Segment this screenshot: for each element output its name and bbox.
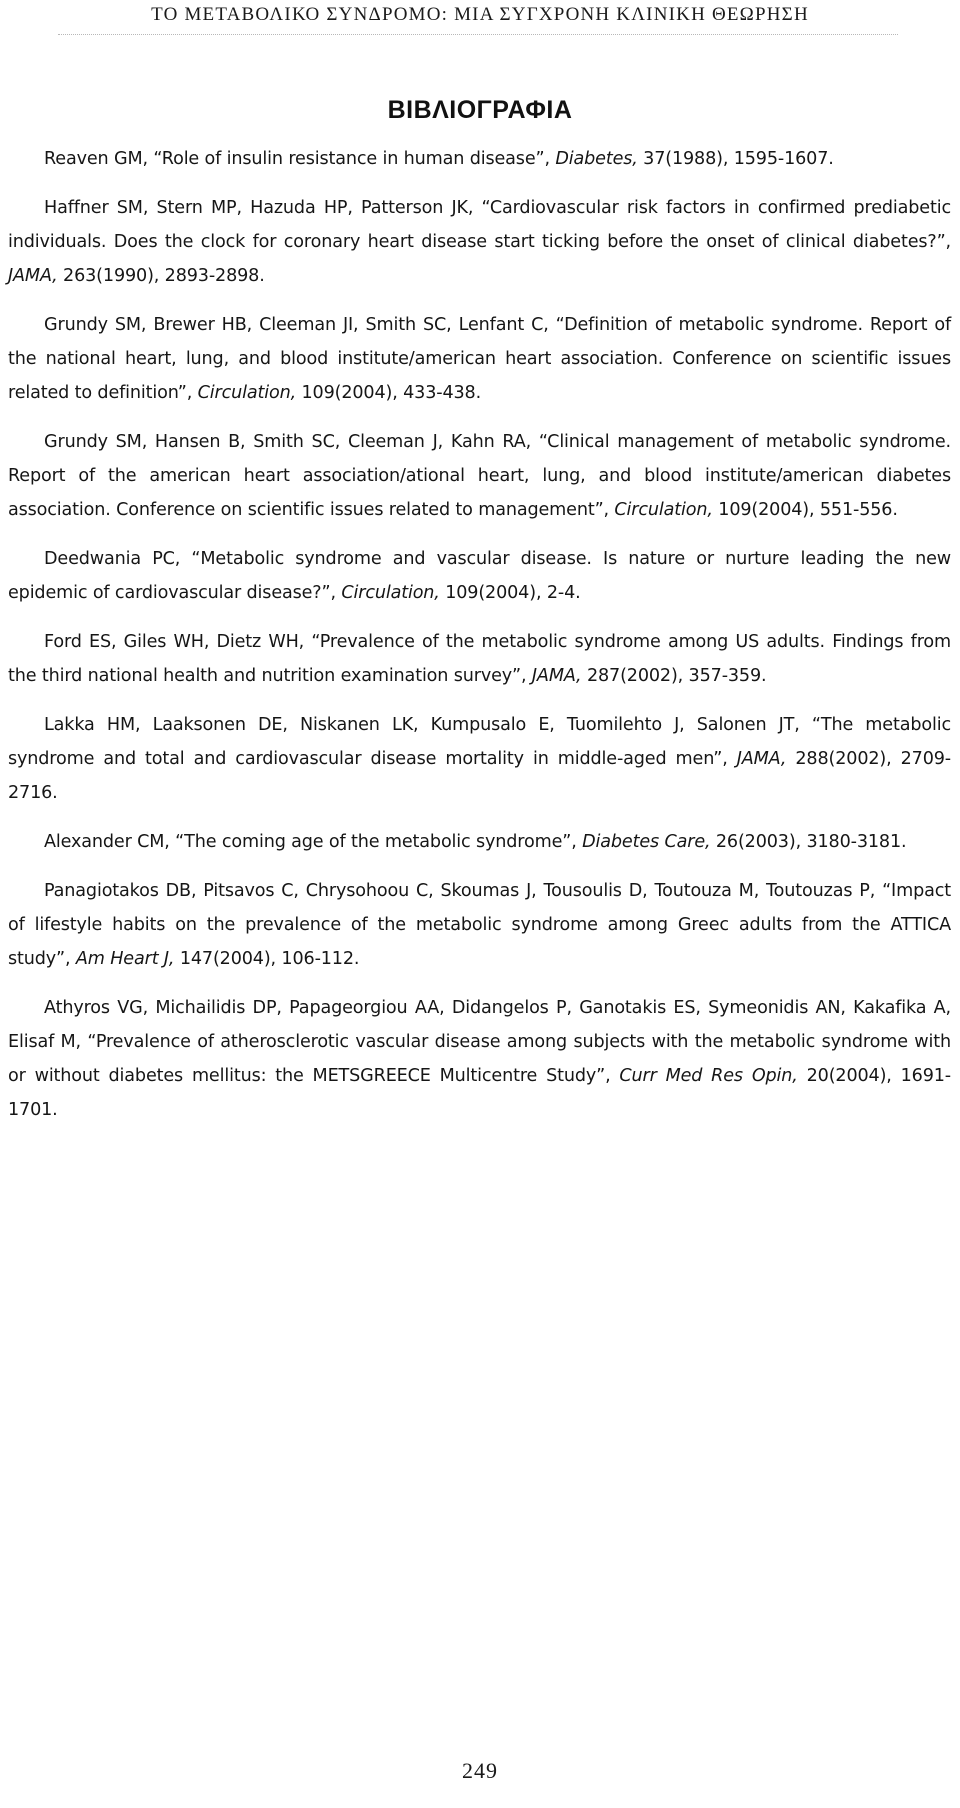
reference-text: Alexander CM, “The coming age of the metabolic syndrome”, bbox=[44, 832, 583, 852]
reference-journal: Circulation, bbox=[614, 500, 713, 520]
reference-citation: 37(1988), 1595-1607. bbox=[637, 149, 834, 169]
reference-item bbox=[8, 308, 951, 410]
reference-text: Grundy SM, Hansen B, Smith SC, Cleeman J, Kahn RA, “Clinical management of metabolic syndrome. Report of the american heart association/ational heart, lung, and blood institute/american diabetes association. Conference on scientific issues related to management”, bbox=[8, 432, 951, 520]
reference-journal: JAMA, bbox=[8, 266, 58, 286]
header-divider bbox=[58, 34, 898, 35]
running-header: ΤΟ ΜΕΤΑΒΟΛΙΚΟ ΣΥΝΔΡΟΜΟ: ΜΙΑ ΣΥΓΧΡΟΝΗ ΚΛΙΝΙΚΗ ΘΕΩΡΗΣΗ bbox=[151, 4, 809, 25]
reference-list bbox=[8, 142, 951, 1142]
reference-citation: 287(2002), 357-359. bbox=[581, 666, 767, 686]
reference-journal: Am Heart J, bbox=[75, 949, 175, 969]
reference-item bbox=[8, 542, 951, 610]
reference-journal: Circulation, bbox=[341, 583, 440, 603]
reference-text: Lakka HM, Laaksonen DE, Niskanen LK, Kumpusalo E, Tuomilehto J, Salonen JT, “The metabolic syndrome and total and cardiovascular disease mortality in middle-aged men”, bbox=[8, 715, 951, 769]
reference-text: Grundy SM, Brewer HB, Cleeman JI, Smith SC, Lenfant C, “Definition of metabolic syndrome. Report of the national heart, lung, and blood institute/american heart association. Conference on scientific issues related to definition”, bbox=[8, 315, 951, 403]
reference-item bbox=[8, 708, 951, 810]
reference-item bbox=[8, 825, 951, 859]
reference-citation: 109(2004), 2-4. bbox=[439, 583, 581, 603]
section-title: ΒΙΒΛΙΟΓΡΑΦΙΑ bbox=[387, 96, 573, 124]
reference-item bbox=[8, 874, 951, 976]
reference-citation: 147(2004), 106-112. bbox=[174, 949, 360, 969]
reference-journal: Diabetes Care, bbox=[582, 832, 711, 852]
reference-text: Athyros VG, Michailidis DP, Papageorgiou AA, Didangelos P, Ganotakis ES, Symeonidis AN, Kakafika A, Elisaf M, “Prevalence of atherosclerotic vascular disease among subjects with the metabolic syndrome with or without diabetes mellitus: the METSGREECE Multicentre Study”, bbox=[8, 998, 951, 1086]
reference-citation: 20(2004), 1691-1701. bbox=[8, 1066, 951, 1120]
reference-text: Haffner SM, Stern MP, Hazuda HP, Patterson JK, “Cardiovascular risk factors in confirmed prediabetic individuals. Does the clock for coronary heart disease start ticking before the onset of clinical diabetes?”, bbox=[8, 198, 951, 252]
reference-citation: 288(2002), 2709-2716. bbox=[8, 749, 951, 803]
reference-item bbox=[8, 142, 951, 176]
reference-item bbox=[8, 991, 951, 1127]
reference-text: Deedwania PC, “Metabolic syndrome and vascular disease. Is nature or nurture leading the new epidemic of cardiovascular disease?”, bbox=[8, 549, 951, 603]
reference-citation: 26(2003), 3180-3181. bbox=[710, 832, 907, 852]
reference-item bbox=[8, 425, 951, 527]
reference-citation: 263(1990), 2893-2898. bbox=[57, 266, 265, 286]
reference-citation: 109(2004), 551-556. bbox=[712, 500, 898, 520]
reference-text: Ford ES, Giles WH, Dietz WH, “Prevalence of the metabolic syndrome among US adults. Findings from the third national health and nutrition examination survey”, bbox=[8, 632, 951, 686]
reference-journal: JAMA, bbox=[531, 666, 582, 686]
reference-journal: Circulation, bbox=[197, 383, 297, 403]
reference-journal: Curr Med Res Opin, bbox=[619, 1066, 798, 1086]
reference-item bbox=[8, 191, 951, 293]
reference-citation: 109(2004), 433-438. bbox=[296, 383, 482, 403]
reference-text: Reaven GM, “Role of insulin resistance in human disease”, bbox=[44, 149, 556, 169]
reference-item bbox=[8, 625, 951, 693]
reference-journal: JAMA, bbox=[736, 749, 787, 769]
reference-text: Panagiotakos DB, Pitsavos C, Chrysohoou C, Skoumas J, Tousoulis D, Toutouza M, Toutouzas P, “Impact of lifestyle habits on the prevalence of the metabolic syndrome among Greec adults from the ATTICA study”, bbox=[8, 881, 951, 969]
reference-journal: Diabetes, bbox=[555, 149, 638, 169]
page-number: 249 bbox=[462, 1758, 498, 1783]
